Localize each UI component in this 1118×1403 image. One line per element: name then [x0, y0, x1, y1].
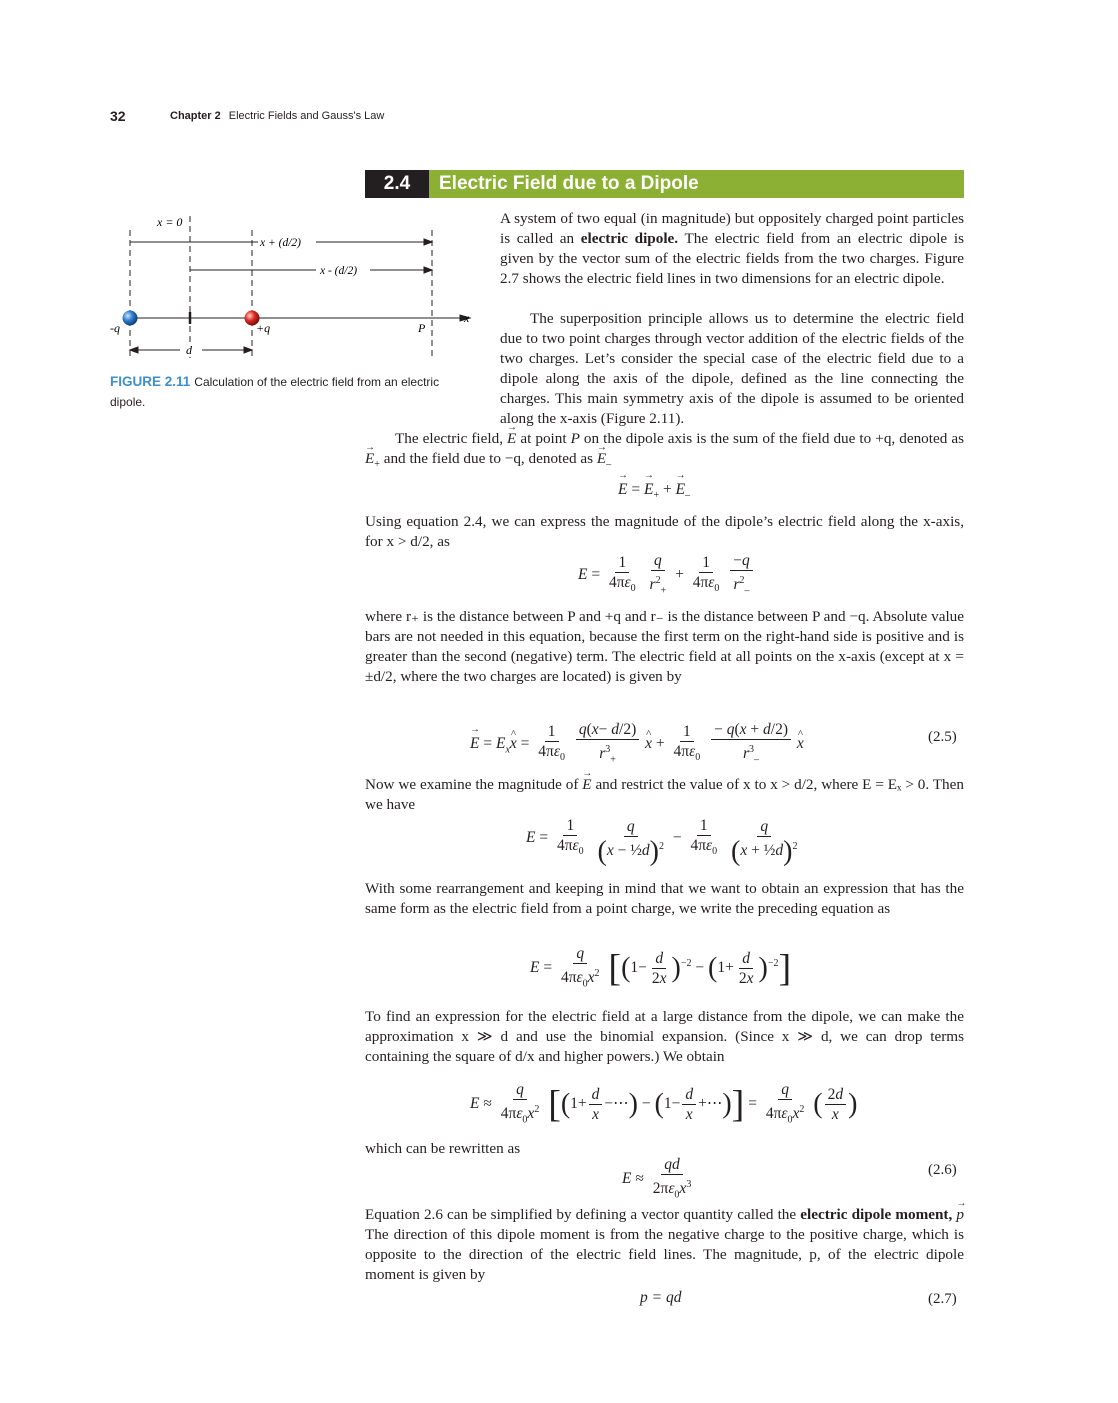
equation-number-2-6: (2.6) [928, 1162, 957, 1178]
figure-label: FIGURE 2.11 [110, 374, 191, 389]
paragraph-using-eq24: Using equation 2.4, we can express the magnitude of the dipole’s electric field along the x-axis, for x > d/2, as [365, 513, 964, 550]
caption-text: Calculation of the electric field from an electric dipole. [110, 375, 440, 409]
negative-charge-sphere [123, 311, 138, 326]
p3-text-c: on the dipole axis is the sum of the field due to +q, denoted as [579, 430, 965, 447]
p3-text-a: The electric field, [395, 430, 508, 447]
equation-approximation: E ≈ $\frac{q}{4\pi\varepsilon_0x^2}$ [(1+ $\frac{d}{x}$ −⋯) − (1− $\frac{d}{x}$ +⋯)] = $\frac{q}{4\pi\varepsilon_0x^2}$ ( $\frac{2d}{x}$ ) [470, 1081, 858, 1126]
chapter-label: Chapter 2 [170, 110, 221, 122]
p3-text-d: and the field due to −q, denoted as [383, 450, 597, 467]
x-plus-label: x + (d/2) [260, 237, 301, 249]
neg-charge-label: -q [110, 321, 120, 335]
paragraph-superposition [500, 309, 964, 429]
p1-text: A system of two equal (in magnitude) but oppositely charged point particles is called an [500, 210, 964, 247]
point-p-label: P [418, 321, 426, 335]
paragraph-dipole-definition [500, 209, 964, 289]
p1-text-cont: The electric field from an electric dipole is given by the vector sum of the electric fields from the two charges. Figure 2.7 shows the electric field lines in two dimensions for an electric dipole. [500, 230, 964, 287]
x-minus-label: x - (d/2) [320, 265, 358, 277]
p6-text-b: and restrict the value of x to x > d/2, where E = Eₓ > 0. Then we have [365, 776, 964, 813]
p3-text-b: at point [520, 430, 571, 447]
equation-magnitude: E = $\frac{1}{4\pi\varepsilon_0}$ $\frac{q}{r^2_+}$ + $\frac{1}{4\pi\varepsilon_0}$ $\frac{-q}{r^2_-}$ [578, 551, 755, 600]
term-electric-dipole-moment: electric dipole moment, [800, 1206, 953, 1223]
equation-field-sum: → E = → $E_+$ + → $E_-$ [618, 481, 690, 501]
figure-caption [110, 372, 455, 412]
equation-2-6: E ≈ $\frac{qd}{2\pi\varepsilon_0x^3}$ [622, 1156, 692, 1201]
equation-number-2-7: (2.7) [928, 1291, 957, 1307]
paragraph-examine-magnitude: Now we examine the magnitude of → E and restrict the value of x to x > d/2, where E = Eₓ > 0. Then we have [365, 775, 964, 815]
section-title: Electric Field due to a Dipole [439, 173, 699, 194]
equation-magnitude-x: E = $\frac{1}{4\pi\varepsilon_0}$ $\frac{q}{(x - \frac{1}{2}d)^2}$ − $\frac{1}{4\pi\varepsilon_0}$ $\frac{q}{(x + \frac{1}{2}d)^2}$ [526, 817, 798, 867]
p10-text-b: The direction of this dipole moment is from the negative charge to the positive charge, which is opposite to the direction of the electric field lines. The magnitude, p, of the electric dipole moment is given by [365, 1226, 964, 1283]
running-head [170, 110, 384, 122]
term-electric-dipole: electric dipole. [580, 230, 679, 247]
d-label: d [186, 343, 192, 357]
p10-text-a: Equation 2.6 can be simplified by defining a vector quantity called the [365, 1206, 801, 1223]
section-number: 2.4 [365, 170, 429, 198]
p6-text-a: Now we examine the magnitude of [365, 776, 583, 793]
p2-text: The superposition principle allows us to determine the electric field due to two point charges through vector addition of the electric fields of the two charges. Let’s consider the special case of the electric field due to a dipole along the axis of the dipole, defined as the line connecting the charges. This main symmetry axis of the dipole is assumed to be oriented along the x-axis (Figure 2.11). [500, 310, 964, 427]
paragraph-rewritten: which can be rewritten as [365, 1140, 521, 1157]
chapter-title: Electric Fields and Gauss's Law [228, 110, 385, 122]
dipole-figure [110, 208, 490, 368]
paragraph-field-sum: The electric field, → E at point P on the dipole axis is the sum of the field due to +q, denoted as → $E_+$ and the field due to −q, denoted as → $E_-$ [365, 429, 964, 475]
equation-rearranged: E = $\frac{q}{4\pi\varepsilon_0x^2}$ [(1− $\frac{d}{2x}$ )$^{-2}$ − (1+ $\frac{d}{2x}$ )$^{-2}$] [530, 945, 792, 990]
equation-2-7: p = qd [640, 1289, 682, 1306]
equation-number-2-5: (2.5) [928, 729, 957, 745]
equation-2-5: → $E = E_x\^{}$ x = $\frac{1}{4\pi\varepsilon_0}$ $\frac{q(x- d/2)}{r^3_+}$ ^ x + $\frac{1}{4\pi\varepsilon_0}$ $\frac{- q(x + d/2)}{r^3_-}$ ^ x [470, 720, 804, 769]
paragraph-rearrangement: With some rearrangement and keeping in mind that we want to obtain an expression that has the same form as the electric field from a point charge, we write the preceding equation as [365, 880, 964, 917]
x-axis-label: x [464, 311, 470, 325]
paragraph-dipole-moment: Equation 2.6 can be simplified by defining a vector quantity called the electric dipole moment, → p The direction of this dipole moment is from the negative charge to the positive charge, which is opposite to the direction of the electric field lines. The magnitude, p, of the electric dipole moment is given by [365, 1205, 964, 1285]
paragraph-binomial: To find an expression for the electric field at a large distance from the dipole, we can make the approximation x ≫ d and use the binomial expansion. (Since x ≫ d, we can drop terms containing the square of d/x and higher powers.) We obtain [365, 1008, 964, 1065]
page-number: 32 [110, 108, 126, 124]
x-zero-label: x = 0 [157, 215, 183, 229]
paragraph-where-r: where r₊ is the distance between P and +q and r₋ is the distance between P and −q. Absolute value bars are not needed in this equation, because the first term on the right-hand side is positive and is greater than the second (negative) term. The electric field at all points on the x-axis (except at x = ±d/2, where the two charges are located) is given by [365, 608, 964, 685]
pos-charge-label: +q [256, 321, 271, 335]
